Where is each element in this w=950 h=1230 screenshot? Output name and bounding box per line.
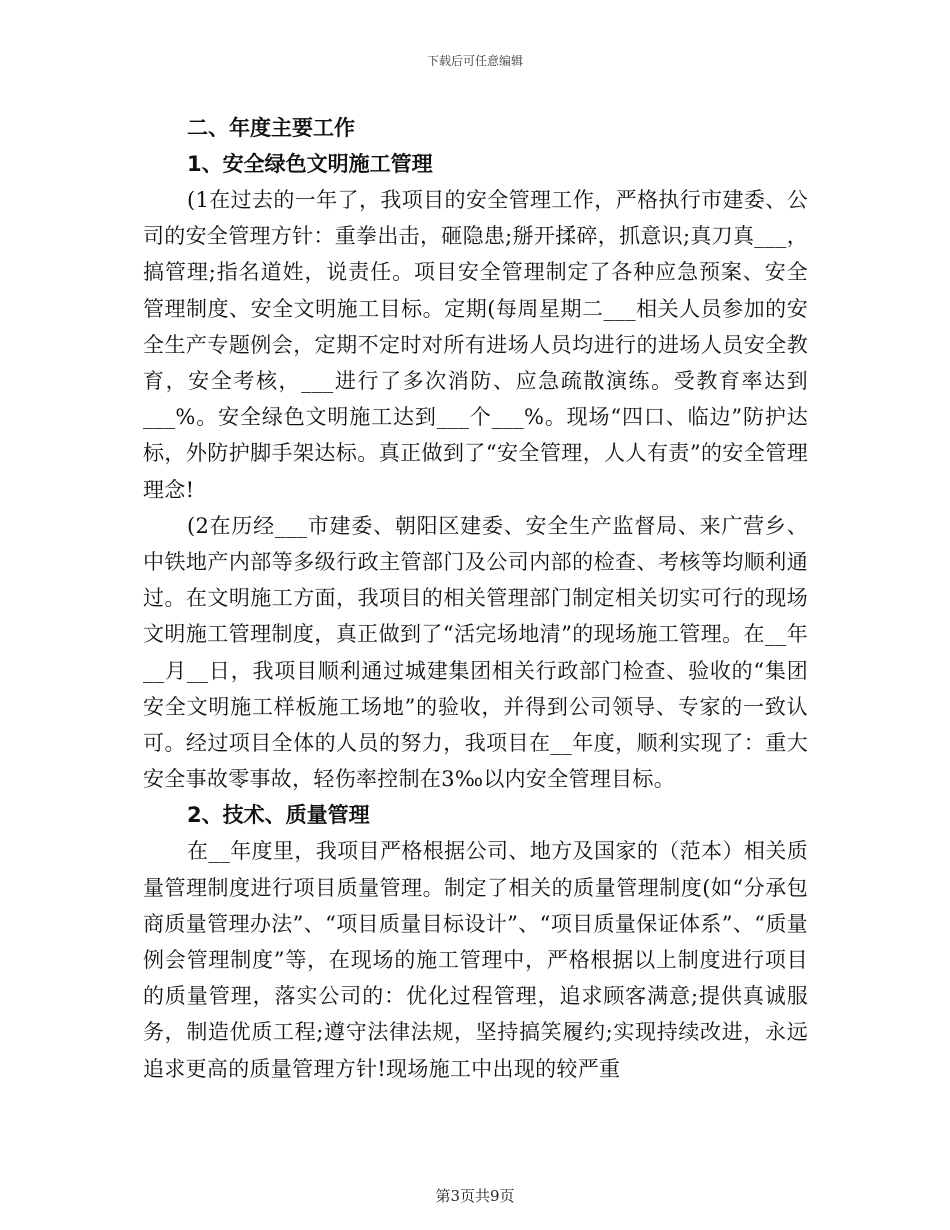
paragraph-safety-2: (2在历经___市建委、朝阳区建委、安全生产监督局、来广营乡、中铁地产内部等多级行政主管部门及公司内部的检查、考核等均顺利通过。在文明施工方面，我项目的相关管理部门制定相关切实可行的现场文明施工管理制度，真正做到了“活完场地清”的现场施工管理。在__年__月__日，我项目顺利通过城建集团相关行政部门检查、验收的“集团安全文明施工样板施工场地”的验收，并得到公司领导、专家的一致认可。经过项目全体的人员的努力，我项目在__年度，顺利实现了：重大安全事故零事故，轻伤率控制在3‰以内安全管理目标。 bbox=[143, 513, 808, 792]
document-body bbox=[143, 110, 808, 1087]
paragraph-quality: 在__年度里，我项目严格根据公司、地方及国家的（范本）相关质量管理制度进行项目质量管理。制定了相关的质量管理制度(如“分承包商质量管理办法”、“项目质量目标设计”、“项目质量保证体系”、“质量例会管理制度”等，在现场的施工管理中，严格根据以上制度进行项目的质量管理，落实公司的：优化过程管理，追求顾客满意;提供真诚服务，制造优质工程;遵守法律法规，坚持搞笑履约;实现持续改进，永远追求更高的质量管理方针!现场施工中出现的较严重 bbox=[143, 839, 808, 1081]
section-heading: 二、年度主要工作 bbox=[187, 116, 355, 140]
page-number: 第3页共9页 bbox=[435, 1187, 515, 1205]
subheading-quality: 2、技术、质量管理 bbox=[187, 803, 370, 828]
subheading-safety: 1、安全绿色文明施工管理 bbox=[187, 152, 433, 176]
paragraph-safety-1: (1在过去的一年了，我项目的安全管理工作，严格执行市建委、公司的安全管理方针：重拳出击，砸隐患;掰开揉碎，抓意识;真刀真___，搞管理;指名道姓，说责任。项目安全管理制定了各种应急预案、安全管理制度、安全文明施工目标。定期(每周星期二___相关人员参加的安全生产专题例会，定期不定时对所有进场人员均进行的进场人员安全教育，安全考核，___进行了多次消防、应急疏散演练。受教育率达到___%。安全绿色文明施工达到___个___%。现场“四口、临边”防护达标，外防护脚手架达标。真正做到了“安全管理，人人有责”的安全管理理念! bbox=[143, 188, 808, 502]
page-header-note: 下载后可任意编辑 bbox=[426, 54, 523, 68]
